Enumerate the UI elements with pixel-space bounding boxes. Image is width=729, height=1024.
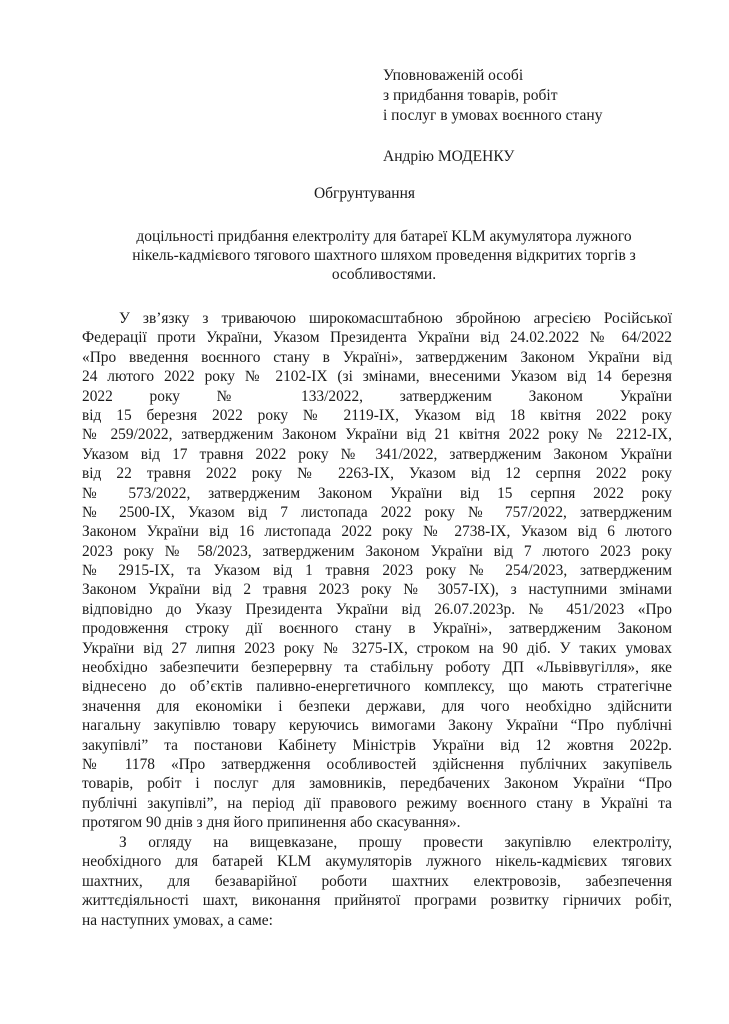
paragraph-line: необхідного для батарей KLM акумуляторів лужного нікель-кадмієвих тягових [82, 853, 672, 871]
paragraph-line: № 573/2022, затвердженим Законом України від 15 серпня 2022 року [82, 484, 672, 502]
paragraph-line: № 259/2022, затвердженим Законом України від 21 квітня 2022 року № 2212-IX, [82, 426, 672, 444]
paragraph-line: України від 27 липня 2023 року № 3275-IX, строком на 90 діб. У таких умовах [82, 639, 672, 657]
paragraph-line: продовження строку дії воєнного стану в Україні», затвердженим Законом [82, 620, 672, 638]
paragraph-line: Указом від 17 травня 2022 року № 341/2022, затвердженим Законом України [82, 445, 672, 463]
paragraph-line: № 2915-IX, та Указом від 1 травня 2023 року № 254/2023, затвердженим [82, 562, 672, 580]
paragraph-line: закупівлі” та постанови Кабінету Міністрів України від 12 жовтня 2022р. [82, 736, 672, 754]
paragraph-line: 24 лютого 2022 року № 2102-IX (зі змінами, внесеними Указом від 14 березня [82, 368, 672, 386]
paragraph-line: З огляду на вищевказане, прошу провести закупівлю електроліту, [119, 834, 672, 851]
paragraph-line: публічні закупівлі”, на період дії правового режиму воєнного стану в Україні та [82, 794, 672, 812]
addressee-line: з придбання товарів, робіт [383, 87, 558, 104]
paragraph-line: життєдіяльності шахт, виконання прийнятої програми розвитку гірничих робіт, [82, 892, 672, 910]
paragraph-line: нагальну закупівлю товару керуючись вимогами Закону України “Про публічні [82, 717, 672, 735]
paragraph-line: № 1178 «Про затвердження особливостей здійснення публічних закупівель [82, 755, 672, 773]
paragraph-line: віднесено до об’єктів паливно-енергетичного комплексу, що мають стратегічне [82, 678, 672, 696]
subtitle-line: особливостями. [331, 266, 437, 283]
addressee-line: і послуг в умовах воєнного стану [383, 107, 603, 124]
paragraph-line: відповідно до Указу Президента України від 26.07.2023р. № 451/2023 «Про [82, 600, 672, 618]
document-subtitle [94, 227, 674, 284]
paragraph-line: від 22 травня 2022 року № 2263-IX, Указом від 12 серпня 2022 року [82, 465, 672, 483]
paragraph-line: від 15 березня 2022 року № 2119-IX, Указом від 18 квітня 2022 року [82, 406, 672, 424]
paragraph-line: значення для економіки і безпеки держави, для чого необхідно здійснити [82, 697, 672, 715]
paragraph-line: необхідно забезпечити безперервну та стабільну роботу ДП «Львіввугілля», яке [82, 659, 672, 677]
paragraph-line: «Про введення воєнного стану в Україні», затвердженим Законом України від [82, 348, 672, 366]
subtitle-line: доцільності придбання електроліту для батареї KLM акумулятора лужного [136, 228, 632, 245]
subtitle-line: нікель-кадмієвого тягового шахтного шляхом проведення відкритих торгів з [132, 247, 636, 264]
paragraph-line: протягом 90 днів з дня його припинення або скасування». [82, 814, 461, 832]
document-title: Обгрунтування [313, 185, 416, 202]
paragraph-line: У зв’язку з триваючою широкомасштабною збройною агресією Російської [119, 310, 672, 327]
body-paragraph-2 [82, 833, 672, 930]
paragraph-line: на наступних умовах, а саме: [82, 911, 273, 929]
paragraph-line: товарів, робіт і послуг для замовників, передбачених Законом України “Про [82, 775, 672, 793]
paragraph-line: Законом України від 2 травня 2023 року № 3057-IX), з наступними змінами [82, 581, 672, 599]
body-paragraph-1 [82, 309, 672, 833]
paragraph-line: 2022 року № 133/2022, затвердженим Законом України [82, 387, 672, 405]
addressee-line: Уповноваженій особі [383, 67, 524, 84]
paragraph-line: шахтних, для безаварійної роботи шахтних електровозів, забезпечення [82, 872, 672, 890]
paragraph-line: Законом України від 16 листопада 2022 року № 2738-IX, Указом від 6 лютого [82, 523, 672, 541]
paragraph-line: 2023 року № 58/2023, затвердженим Законом України від 7 лютого 2023 року [82, 542, 672, 560]
addressee-name: Андрію МОДЕНКУ [383, 148, 515, 165]
paragraph-line: Федерації проти України, Указом Президента України від 24.02.2022 № 64/2022 [82, 329, 672, 347]
addressee-block [383, 66, 683, 126]
paragraph-line: № 2500-IX, Указом від 7 листопада 2022 року № 757/2022, затвердженим [82, 503, 672, 521]
